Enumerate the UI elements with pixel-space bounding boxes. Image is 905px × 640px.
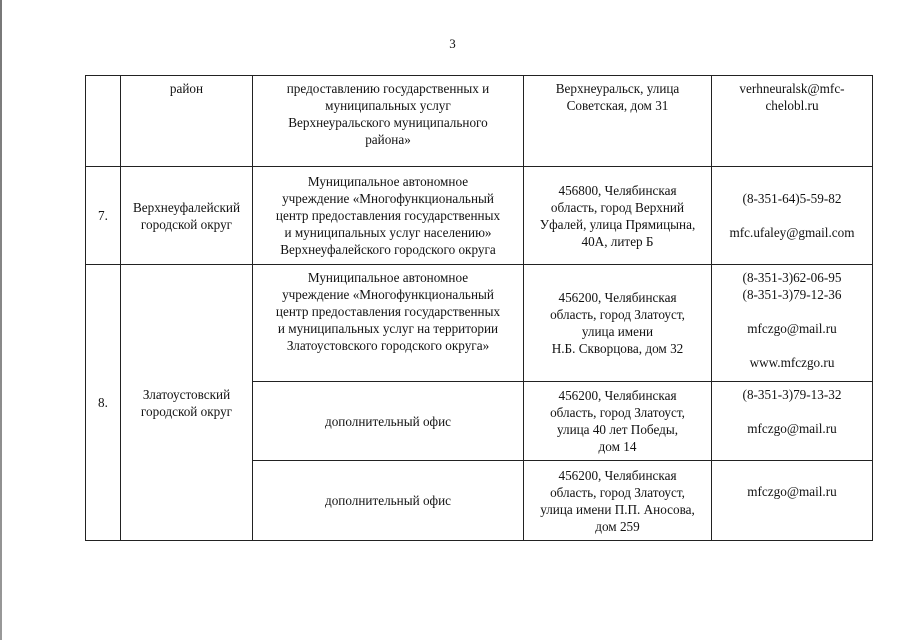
row-number-cell: 8. [86, 265, 121, 541]
district-cell: Верхнеуфалейский городской округ [121, 167, 253, 265]
email-text: mfczgo@mail.ru [747, 321, 837, 336]
email-text: mfc.ufaley@gmail.com [729, 225, 855, 240]
district-cell: район [121, 76, 253, 167]
district-cell: Златоустовский городской округ [121, 265, 253, 541]
page-number: 3 [449, 36, 456, 51]
organization-cell: Муниципальное автономное учреждение «Многофункциональный центр предоставления государственных и муниципальных услуг населению» Верхнеуфалейского городского округа [253, 167, 524, 265]
mfc-table [85, 75, 873, 541]
website-text: www.mfczgo.ru [749, 355, 835, 370]
address-cell: 456200, Челябинская область, город Златоуст, улица имени Н.Б. Скворцова, дом 32 [524, 265, 712, 382]
address-cell: 456800, Челябинская область, город Верхний Уфалей, улица Прямицына, 40А, литер Б [524, 167, 712, 265]
phone-text: (8-351-3)62-06-95 [742, 270, 842, 285]
organization-cell: дополнительный офис [253, 382, 524, 461]
organization-cell: предоставлению государственных и муниципальных услуг Верхнеуральского муниципального района» [253, 76, 524, 167]
organization-cell: дополнительный офис [253, 461, 524, 541]
phone-text: (8-351-64)5-59-82 [742, 191, 842, 206]
contacts-cell [712, 167, 873, 265]
table-row-8-main [86, 265, 873, 382]
address-cell: 456200, Челябинская область, город Златоуст, улица 40 лет Победы, дом 14 [524, 382, 712, 461]
contacts-cell [712, 265, 873, 382]
contacts-cell [712, 382, 873, 461]
email-text: mfczgo@mail.ru [747, 421, 837, 436]
row-number-cell [86, 76, 121, 167]
contacts-cell: verhneuralsk@mfc- chelobl.ru [712, 76, 873, 167]
phone-text: (8-351-3)79-13-32 [742, 387, 842, 402]
address-cell: Верхнеуральск, улица Советская, дом 31 [524, 76, 712, 167]
contacts-cell [712, 461, 873, 541]
scan-edge [0, 0, 2, 640]
organization-cell: Муниципальное автономное учреждение «Многофункциональный центр предоставления государственных и муниципальных услуг на территории Златоустовского городского округа» [253, 265, 524, 382]
phone-text: (8-351-3)79-12-36 [742, 287, 842, 302]
table-row-continuation [86, 76, 873, 167]
address-cell: 456200, Челябинская область, город Златоуст, улица имени П.П. Аносова, дом 259 [524, 461, 712, 541]
row-number-cell: 7. [86, 167, 121, 265]
email-text: mfczgo@mail.ru [747, 484, 837, 499]
table-row-7 [86, 167, 873, 265]
